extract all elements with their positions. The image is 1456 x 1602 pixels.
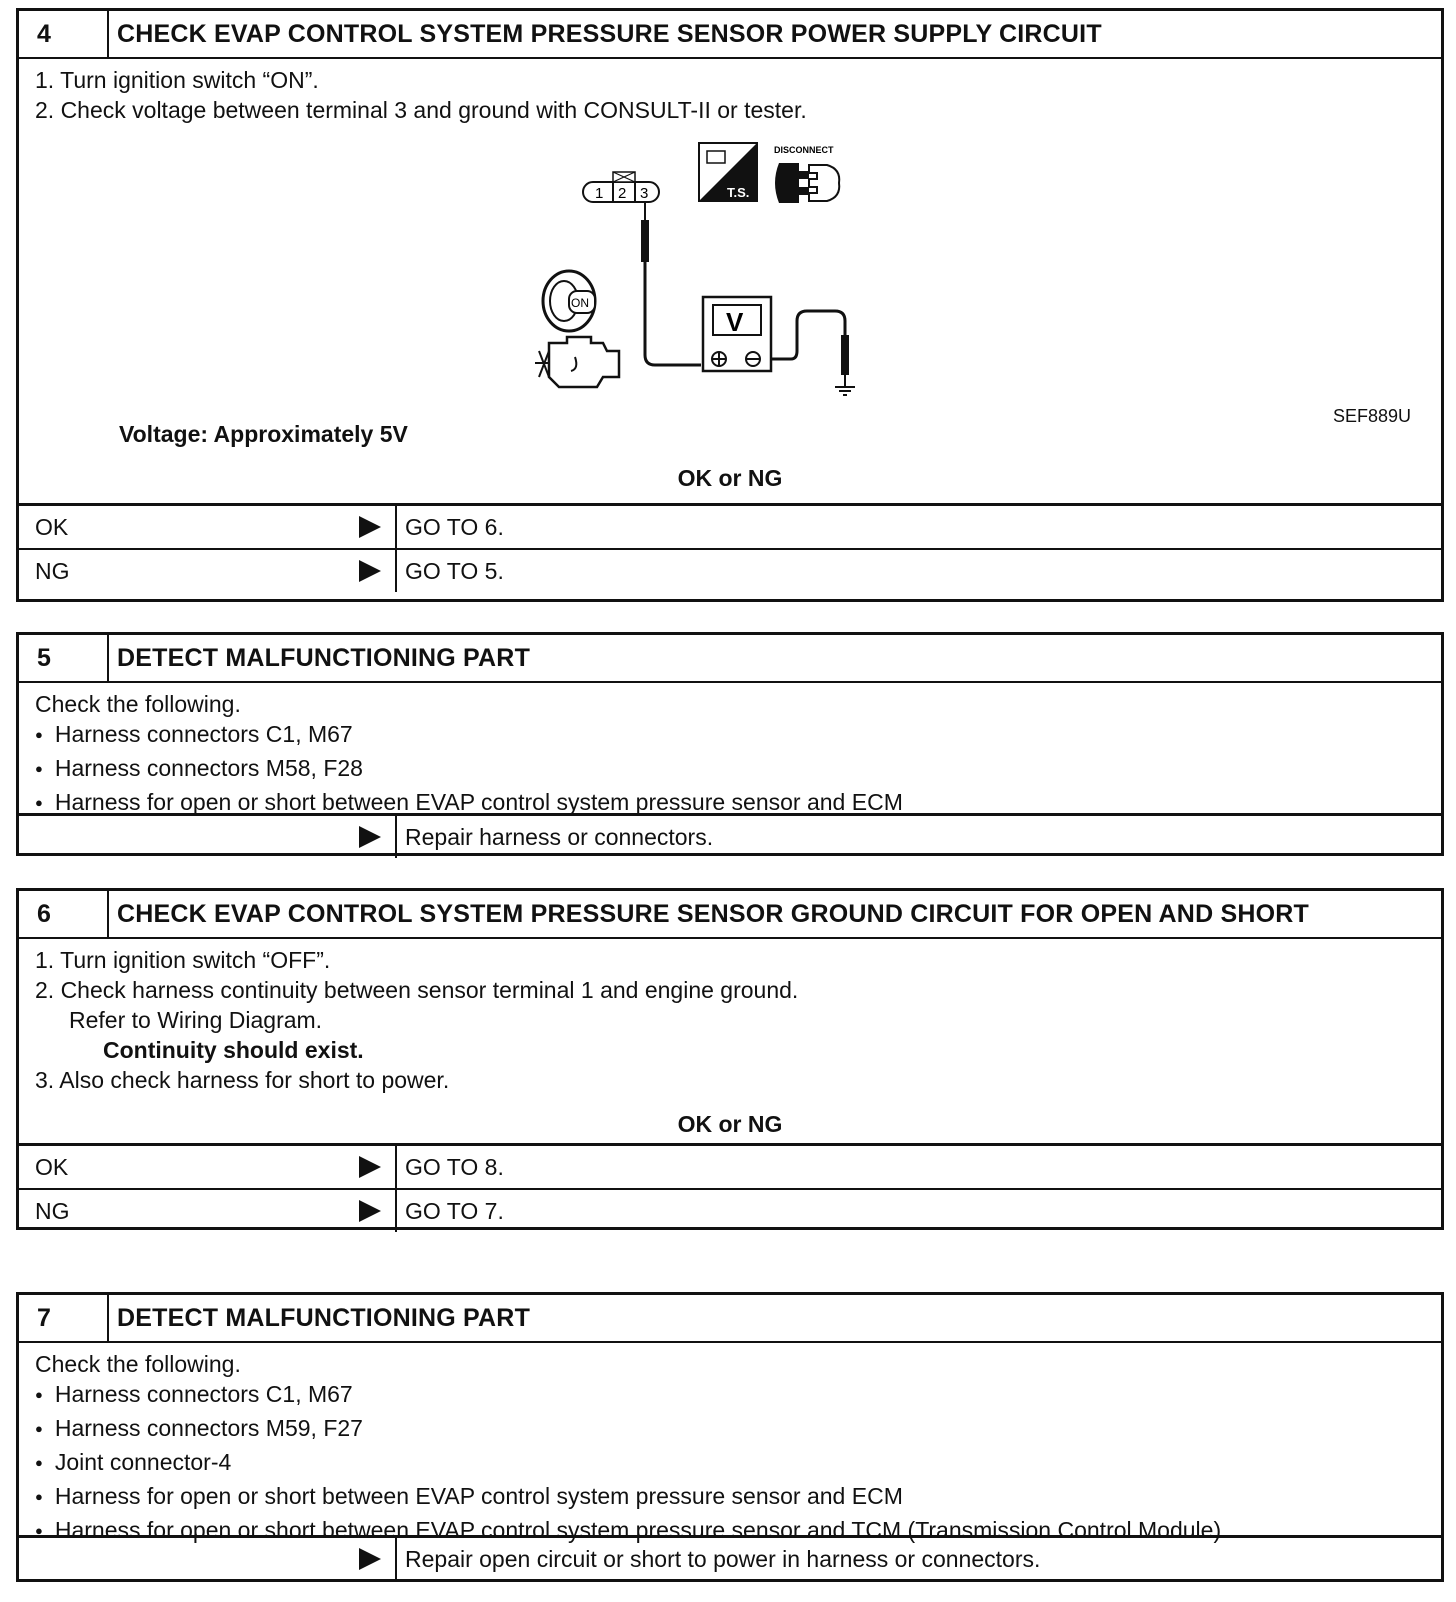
instruction: 1. Turn ignition switch “OFF”. (35, 947, 331, 973)
instruction: 2. Check voltage between terminal 3 and ground with CONSULT-II or tester. (35, 97, 807, 123)
connector-icon (583, 172, 659, 202)
step-number: 4 (19, 11, 109, 57)
voltage-test-illustration (19, 125, 1419, 425)
arrow-right-icon (359, 1548, 381, 1570)
step-title: CHECK EVAP CONTROL SYSTEM PRESSURE SENSOR POWER SUPPLY CIRCUIT (117, 19, 1102, 48)
voltmeter-icon (703, 297, 771, 371)
bullet-item: ● Joint connector-4 (35, 1447, 1425, 1481)
bullet-item: ● Harness connectors C1, M67 (35, 1379, 1425, 1413)
result-row-ok[interactable] (19, 503, 1441, 548)
svg-text:T.S.: T.S. (727, 185, 750, 200)
svg-text:ON: ON (571, 296, 589, 310)
arrow-right-icon (359, 826, 381, 848)
step-number: 6 (19, 891, 109, 937)
result-row-ng[interactable] (19, 1188, 1441, 1232)
arrow-right-icon (359, 516, 381, 538)
svg-text:1: 1 (595, 185, 604, 202)
step-header (19, 11, 1441, 59)
instruction-note: Refer to Wiring Diagram. (69, 1007, 323, 1033)
ignition-key-on-icon (543, 271, 595, 331)
bullet-item: ● Harness for open or short between EVAP control system pressure sensor and ECM (35, 1481, 1425, 1515)
svg-text:2: 2 (618, 185, 627, 202)
bullet-item: ● Harness for open or short between EVAP control system pressure sensor and ECM (35, 787, 1425, 821)
arrow-right-icon (359, 1156, 381, 1178)
step-header (19, 891, 1441, 939)
svg-text:3: 3 (640, 185, 649, 202)
tool-special-icon (699, 143, 757, 201)
step-header (19, 635, 1441, 683)
spec-text: Voltage: Approximately 5V (119, 421, 408, 447)
bullet-item: ● Harness for open or short between EVAP control system pressure sensor and TCM (Transmission Control Module) (35, 1515, 1425, 1549)
bullet-item: ● Harness connectors M58, F28 (35, 753, 1425, 787)
ok-or-ng-label: OK or NG (677, 465, 783, 491)
svg-text:DISCONNECT: DISCONNECT (774, 145, 834, 155)
result-label: NG (35, 1197, 70, 1224)
step-number: 7 (19, 1295, 109, 1341)
svg-text:V: V (726, 307, 744, 337)
step-number: 5 (19, 635, 109, 681)
result-action[interactable]: Repair open circuit or short to power in harness or connectors. (405, 1545, 1041, 1572)
spec-text: Continuity should exist. (103, 1037, 364, 1063)
step-4-block (16, 8, 1444, 602)
intro-text: Check the following. (35, 691, 241, 717)
result-label: OK (35, 1153, 69, 1180)
step-5-block (16, 632, 1444, 856)
step-6-block (16, 888, 1444, 1230)
ground-icon (835, 375, 855, 395)
result-action[interactable]: GO TO 7. (405, 1197, 504, 1224)
result-action[interactable]: GO TO 5. (405, 557, 504, 584)
intro-text: Check the following. (35, 1351, 241, 1377)
engine-icon (535, 337, 619, 387)
step-header (19, 1295, 1441, 1343)
instruction: 2. Check harness continuity between sensor terminal 1 and engine ground. (35, 977, 799, 1003)
result-label: OK (35, 513, 69, 540)
step-title: DETECT MALFUNCTIONING PART (117, 643, 531, 672)
bullet-item: ● Harness connectors M59, F27 (35, 1413, 1425, 1447)
result-row-ok[interactable] (19, 1143, 1441, 1188)
arrow-right-icon (359, 1200, 381, 1222)
result-row-ng[interactable] (19, 548, 1441, 592)
arrow-right-icon (359, 560, 381, 582)
result-action[interactable]: GO TO 6. (405, 513, 504, 540)
result-action[interactable]: GO TO 8. (405, 1153, 504, 1180)
test-diagram (35, 125, 1425, 425)
instruction: 1. Turn ignition switch “ON”. (35, 67, 319, 93)
disconnect-icon (774, 145, 839, 203)
step-title: DETECT MALFUNCTIONING PART (117, 1303, 531, 1332)
step-title: CHECK EVAP CONTROL SYSTEM PRESSURE SENSOR GROUND CIRCUIT FOR OPEN AND SHORT (117, 899, 1309, 928)
ok-or-ng-label: OK or NG (677, 1111, 783, 1137)
result-label: NG (35, 557, 70, 584)
step-7-block (16, 1292, 1444, 1582)
figure-code: SEF889U (1332, 406, 1411, 426)
bullet-item: ● Harness connectors C1, M67 (35, 719, 1425, 753)
result-action[interactable]: Repair harness or connectors. (405, 823, 714, 850)
instruction: 3. Also check harness for short to power. (35, 1067, 450, 1093)
